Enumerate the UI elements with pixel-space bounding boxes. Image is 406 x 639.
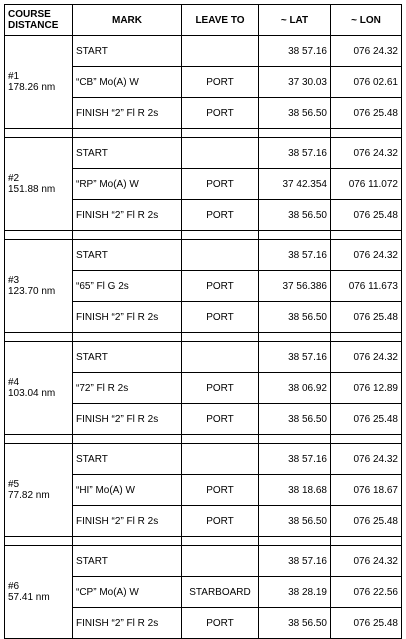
header-course-line2: DISTANCE: [8, 20, 59, 31]
mark-cell: “CP” Mo(A) W: [73, 577, 182, 608]
lon-cell: 076 25.48: [331, 404, 402, 435]
leave-to-cell: PORT: [182, 608, 259, 639]
spacer-row: [5, 435, 402, 444]
spacer-cell: [73, 435, 182, 444]
spacer-cell: [182, 333, 259, 342]
table-row: [5, 240, 402, 271]
leave-to-cell: PORT: [182, 271, 259, 302]
course-body: [5, 36, 402, 639]
lon-cell: 076 24.32: [331, 444, 402, 475]
spacer-cell: [5, 435, 73, 444]
spacer-cell: [5, 333, 73, 342]
spacer-cell: [182, 537, 259, 546]
lat-cell: 38 06.92: [259, 373, 331, 404]
course-number: #1: [8, 71, 20, 82]
lon-cell: 076 12.89: [331, 373, 402, 404]
course-number: #6: [8, 581, 20, 592]
spacer-cell: [182, 435, 259, 444]
spacer-cell: [182, 231, 259, 240]
mark-cell: START: [73, 342, 182, 373]
lat-cell: 38 57.16: [259, 138, 331, 169]
course-distance: 77.82 nm: [8, 490, 50, 501]
spacer-row: [5, 537, 402, 546]
spacer-cell: [5, 231, 73, 240]
lat-cell: 38 57.16: [259, 36, 331, 67]
mark-cell: START: [73, 444, 182, 475]
lon-cell: 076 25.48: [331, 200, 402, 231]
leave-to-cell: [182, 342, 259, 373]
lat-cell: 38 56.50: [259, 404, 331, 435]
leave-to-cell: [182, 444, 259, 475]
lon-cell: 076 24.32: [331, 546, 402, 577]
lon-cell: 076 02.61: [331, 67, 402, 98]
lon-cell: 076 24.32: [331, 138, 402, 169]
leave-to-cell: PORT: [182, 302, 259, 333]
table-row: [5, 546, 402, 577]
leave-to-cell: PORT: [182, 373, 259, 404]
mark-cell: FINISH “2” Fl R 2s: [73, 404, 182, 435]
mark-cell: FINISH “2” Fl R 2s: [73, 98, 182, 129]
course-cell: [5, 546, 73, 639]
leave-to-cell: PORT: [182, 200, 259, 231]
header-course-distance: [5, 5, 73, 36]
leave-to-cell: [182, 240, 259, 271]
lon-cell: 076 24.32: [331, 36, 402, 67]
lat-cell: 38 57.16: [259, 342, 331, 373]
course-table: [4, 4, 402, 639]
header-row: [5, 5, 402, 36]
spacer-cell: [5, 129, 73, 138]
header-mark: MARK: [73, 5, 182, 36]
mark-cell: START: [73, 546, 182, 577]
course-number: #5: [8, 479, 20, 490]
table-row: [5, 342, 402, 373]
header-lat: ~ LAT: [259, 5, 331, 36]
mark-cell: FINISH “2” Fl R 2s: [73, 608, 182, 639]
leave-to-cell: PORT: [182, 67, 259, 98]
lat-cell: 38 56.50: [259, 608, 331, 639]
lat-cell: 38 57.16: [259, 240, 331, 271]
spacer-cell: [331, 129, 402, 138]
lon-cell: 076 25.48: [331, 302, 402, 333]
lat-cell: 38 56.50: [259, 98, 331, 129]
mark-cell: “RP” Mo(A) W: [73, 169, 182, 200]
lat-cell: 38 56.50: [259, 302, 331, 333]
spacer-row: [5, 333, 402, 342]
leave-to-cell: [182, 36, 259, 67]
spacer-cell: [73, 333, 182, 342]
lon-cell: 076 24.32: [331, 342, 402, 373]
lat-cell: 38 57.16: [259, 546, 331, 577]
header-lon: ~ LON: [331, 5, 402, 36]
leave-to-cell: [182, 138, 259, 169]
lat-cell: 38 18.68: [259, 475, 331, 506]
course-cell: [5, 342, 73, 435]
lon-cell: 076 11.072: [331, 169, 402, 200]
leave-to-cell: PORT: [182, 506, 259, 537]
leave-to-cell: [182, 546, 259, 577]
lon-cell: 076 11.673: [331, 271, 402, 302]
spacer-cell: [259, 231, 331, 240]
course-number: #3: [8, 275, 20, 286]
mark-cell: “65” Fl G 2s: [73, 271, 182, 302]
lat-cell: 38 57.16: [259, 444, 331, 475]
table-row: [5, 138, 402, 169]
lon-cell: 076 25.48: [331, 608, 402, 639]
mark-cell: “CB” Mo(A) W: [73, 67, 182, 98]
spacer-cell: [259, 129, 331, 138]
spacer-cell: [331, 231, 402, 240]
leave-to-cell: PORT: [182, 475, 259, 506]
leave-to-cell: STARBOARD: [182, 577, 259, 608]
lon-cell: 076 18.67: [331, 475, 402, 506]
course-number: #4: [8, 377, 20, 388]
course-distance: 123.70 nm: [8, 286, 56, 297]
header-course-line1: COURSE: [8, 9, 51, 20]
mark-cell: FINISH “2” Fl R 2s: [73, 506, 182, 537]
spacer-cell: [331, 333, 402, 342]
mark-cell: “72” Fl R 2s: [73, 373, 182, 404]
spacer-cell: [331, 537, 402, 546]
mark-cell: FINISH “2” Fl R 2s: [73, 302, 182, 333]
course-distance: 103.04 nm: [8, 388, 56, 399]
lon-cell: 076 24.32: [331, 240, 402, 271]
lon-cell: 076 25.48: [331, 98, 402, 129]
spacer-cell: [182, 129, 259, 138]
header-leave-to: LEAVE TO: [182, 5, 259, 36]
lon-cell: 076 22.56: [331, 577, 402, 608]
course-number: #2: [8, 173, 20, 184]
spacer-cell: [73, 537, 182, 546]
spacer-cell: [259, 435, 331, 444]
table-row: [5, 444, 402, 475]
course-cell: [5, 444, 73, 537]
spacer-row: [5, 231, 402, 240]
course-distance: 151.88 nm: [8, 184, 56, 195]
mark-cell: START: [73, 36, 182, 67]
lat-cell: 37 42.354: [259, 169, 331, 200]
mark-cell: “HI” Mo(A) W: [73, 475, 182, 506]
leave-to-cell: PORT: [182, 98, 259, 129]
spacer-cell: [259, 537, 331, 546]
course-distance: 57.41 nm: [8, 592, 50, 603]
course-cell: [5, 240, 73, 333]
lat-cell: 38 56.50: [259, 200, 331, 231]
mark-cell: START: [73, 240, 182, 271]
spacer-cell: [73, 231, 182, 240]
mark-cell: START: [73, 138, 182, 169]
course-cell: [5, 36, 73, 129]
lat-cell: 37 30.03: [259, 67, 331, 98]
lat-cell: 37 56.386: [259, 271, 331, 302]
spacer-cell: [5, 537, 73, 546]
leave-to-cell: PORT: [182, 169, 259, 200]
spacer-row: [5, 129, 402, 138]
lat-cell: 38 28.19: [259, 577, 331, 608]
spacer-cell: [331, 435, 402, 444]
course-cell: [5, 138, 73, 231]
course-distance: 178.26 nm: [8, 82, 56, 93]
mark-cell: FINISH “2” Fl R 2s: [73, 200, 182, 231]
spacer-cell: [259, 333, 331, 342]
spacer-cell: [73, 129, 182, 138]
table-row: [5, 36, 402, 67]
lon-cell: 076 25.48: [331, 506, 402, 537]
leave-to-cell: PORT: [182, 404, 259, 435]
lat-cell: 38 56.50: [259, 506, 331, 537]
